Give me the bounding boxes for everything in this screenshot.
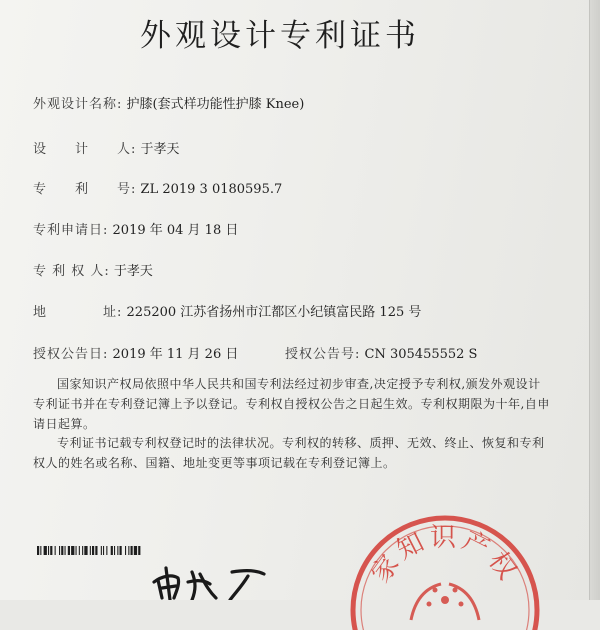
patent-owner-row bbox=[33, 260, 153, 279]
seal-text: 家知识产权 bbox=[365, 523, 525, 589]
filing-date-label: 专利申请日: bbox=[33, 223, 109, 238]
designer-row bbox=[33, 138, 180, 157]
certificate-title: 外观设计专利证书 bbox=[140, 18, 420, 54]
address-label: 地 址: bbox=[33, 305, 123, 320]
certificate-paragraph-2: 专利证书记载专利权登记时的法律状况。专利权的转移、质押、无效、终止、恢复和专利权人的姓名或名称、国籍、地址变更等事项记载在专利登记簿上。 bbox=[33, 436, 545, 470]
signature-icon bbox=[140, 560, 280, 600]
announce-number-label: 授权公告号: bbox=[285, 347, 361, 362]
svg-text:家知识产权 bbox=[366, 523, 524, 588]
address-value: 225200 江苏省扬州市江都区小纪镇富民路 125 号 bbox=[126, 305, 422, 320]
designer-value: 于孝天 bbox=[140, 142, 180, 157]
announce-date-value: 2019 年 11 月 26 日 bbox=[112, 347, 239, 362]
design-name-label: 外观设计名称: bbox=[33, 97, 123, 112]
filing-date-row bbox=[33, 219, 238, 238]
patent-number-row bbox=[33, 178, 282, 197]
barcode-icon bbox=[37, 546, 233, 555]
design-name-value: 护膝(套式样功能性护膝 Knee) bbox=[126, 97, 305, 112]
patent-number-label: 专 利 号: bbox=[33, 182, 137, 197]
announcement-row bbox=[33, 343, 478, 362]
announce-date-label: 授权公告日: bbox=[33, 347, 109, 362]
design-name-row bbox=[33, 93, 304, 112]
announce-number-group bbox=[285, 343, 477, 362]
address-row bbox=[33, 301, 421, 320]
patent-number-value: ZL 2019 3 0180595.7 bbox=[140, 182, 283, 197]
announce-number-value: CN 305455552 S bbox=[364, 347, 478, 362]
patent-owner-label: 专 利 权 人: bbox=[33, 264, 110, 279]
patent-owner-value: 于孝天 bbox=[113, 264, 153, 279]
certificate-paragraph-1: 国家知识产权局依照中华人民共和国专利法经过初步审查,决定授予专利权,颁发外观设计专利证书并在专利登记簿上予以登记。专利权自授权公告之日起生效。专利权期限为十年,自申请日起算。 bbox=[33, 377, 550, 431]
official-seal-icon bbox=[345, 510, 545, 630]
page-edge bbox=[589, 0, 600, 600]
designer-label: 设 计 人: bbox=[33, 142, 137, 157]
filing-date-value: 2019 年 04 月 18 日 bbox=[112, 223, 239, 238]
